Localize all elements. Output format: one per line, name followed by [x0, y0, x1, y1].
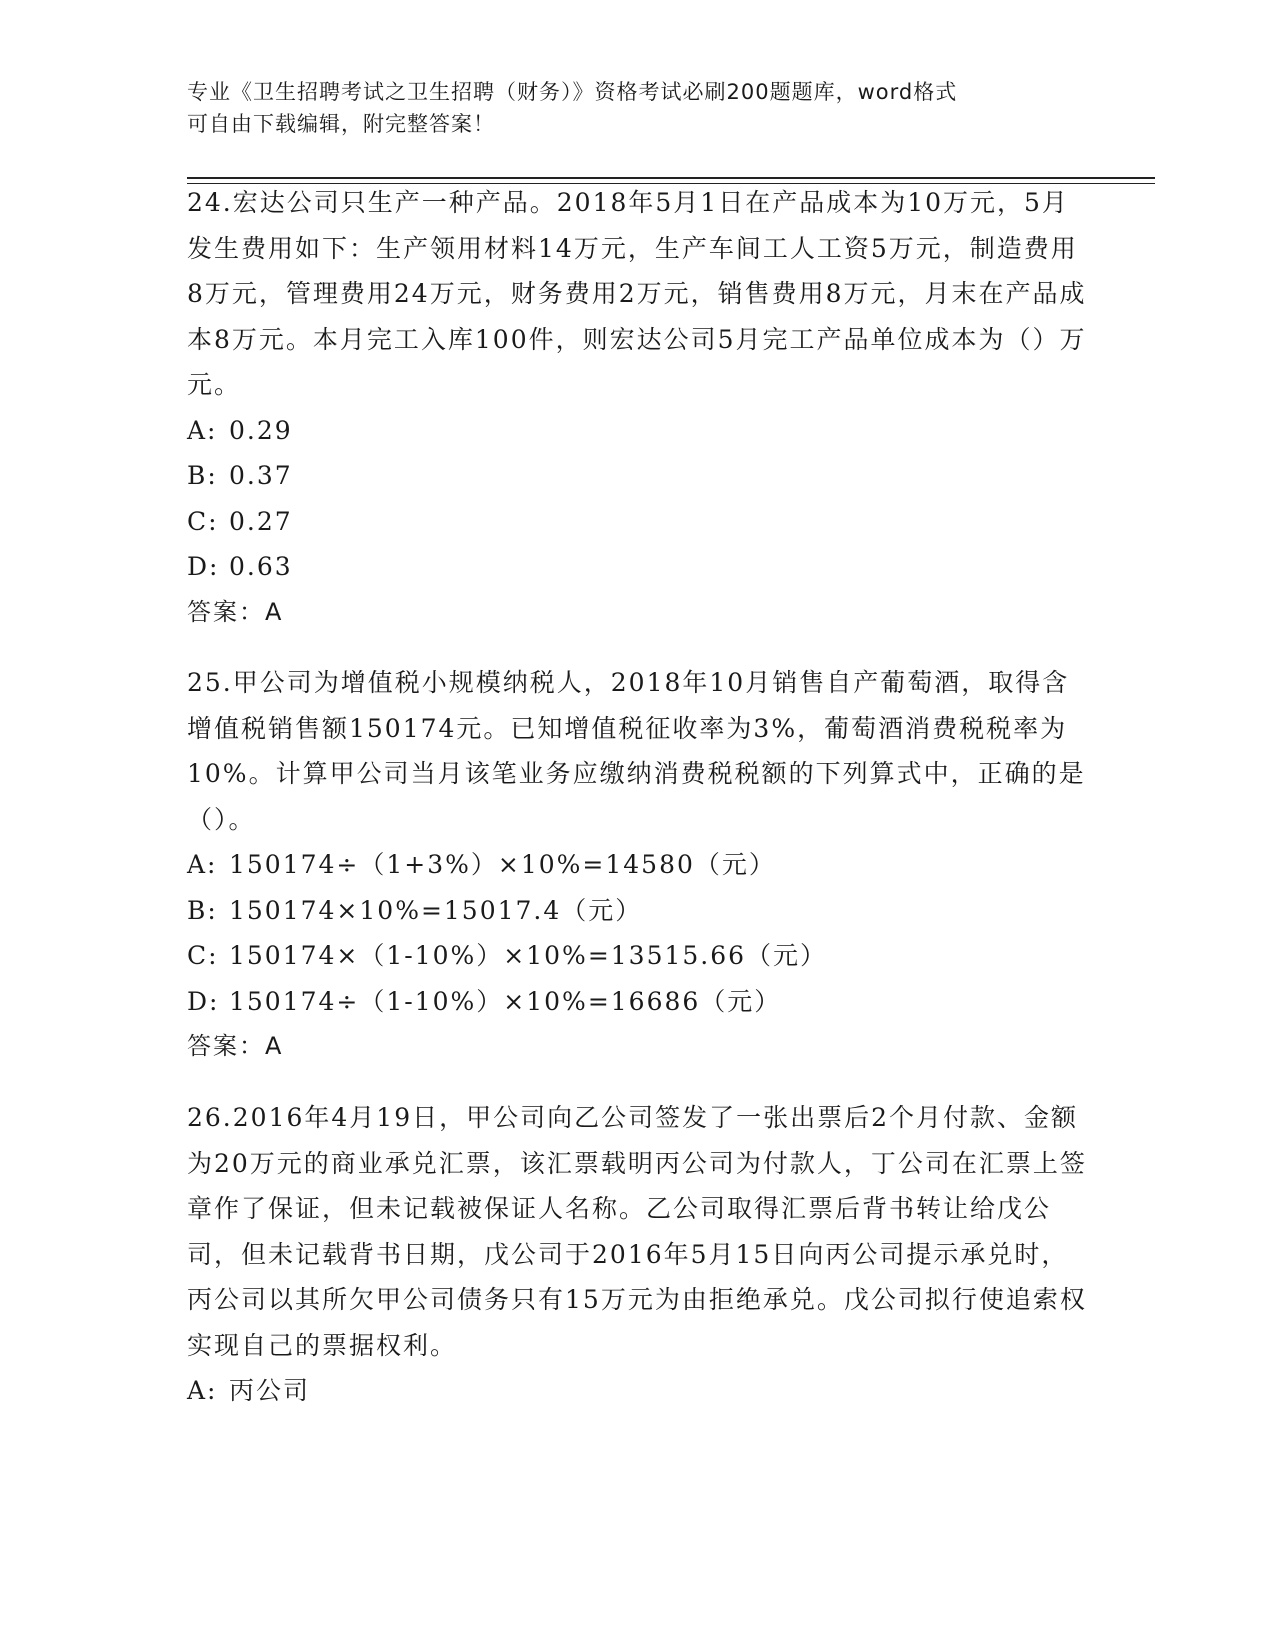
option-text: 0.63 [229, 552, 293, 581]
option-letter: B: [187, 461, 218, 490]
option-d [187, 979, 1087, 1025]
page-header [187, 76, 1067, 140]
question-stem: 24.宏达公司只生产一种产品。2018年5月1日在产品成本为10万元，5月发生费用如下：生产领用材料14万元，生产车间工人工资5万元，制造费用8万元，管理费用24万元，财务费用2万元，销售费用8万元，月末在产品成本8万元。本月完工入库100件，则宏达公司5月完工产品单位成本为（）万元。 [187, 188, 1087, 399]
option-c [187, 499, 1087, 545]
question-24 [187, 180, 1087, 635]
option-text: 150174÷（1+3%）×10%=14580（元） [229, 850, 776, 879]
option-letter: A: [187, 415, 218, 445]
option-a [187, 842, 1087, 888]
option-letter: C: [187, 506, 219, 536]
option-text: 150174×10%=15017.4（元） [229, 895, 643, 925]
option-d [187, 544, 1087, 590]
option-c [187, 933, 1087, 979]
option-letter: B: [187, 895, 218, 925]
question-25 [187, 660, 1087, 1070]
option-text: 0.37 [229, 461, 293, 490]
option-a [187, 408, 1087, 454]
header-title-line-1: 专业《卫生招聘考试之卫生招聘（财务）》资格考试必刷200题题库，word格式 [187, 80, 958, 104]
question-stem: 26.2016年4月19日，甲公司向乙公司签发了一张出票后2个月付款、金额为20万元的商业承兑汇票，该汇票载明丙公司为付款人，丁公司在汇票上签章作了保证，但未记载被保证人名称。乙公司取得汇票后背书转让给戊公司，但未记载背书日期，戊公司于2016年5月15日向丙公司提示承兑时，丙公司以其所欠甲公司债务只有15万元为由拒绝承兑。戊公司拟行使追索权实现自己的票据权利。 [187, 1103, 1087, 1360]
option-text: 0.29 [229, 415, 293, 445]
option-text: 0.27 [229, 506, 293, 536]
option-letter: A: [187, 850, 218, 879]
answer-label: 答案：A [187, 1032, 284, 1060]
option-letter: C: [187, 941, 219, 970]
question-26 [187, 1095, 1087, 1414]
option-text: 150174×（1-10%）×10%=13515.66（元） [229, 941, 828, 970]
option-letter: D: [187, 986, 220, 1016]
header-title-line-2: 可自由下载编辑，附完整答案！ [187, 112, 495, 136]
option-text: 丙公司 [229, 1376, 311, 1405]
option-text: 150174÷（1-10%）×10%=16686（元） [229, 986, 782, 1016]
option-a [187, 1368, 1087, 1414]
option-letter: A: [187, 1376, 218, 1405]
option-b [187, 453, 1087, 499]
question-stem: 25.甲公司为增值税小规模纳税人，2018年10月销售自产葡萄酒，取得含增值税销售额150174元。已知增值税征收率为3%，葡萄酒消费税税率为10%。计算甲公司当月该笔业务应缴纳消费税税额的下列算式中，正确的是（）。 [187, 668, 1086, 834]
header-divider-thick [187, 177, 1155, 179]
answer-label: 答案：A [187, 597, 284, 626]
option-letter: D: [187, 552, 220, 581]
option-b [187, 888, 1087, 934]
